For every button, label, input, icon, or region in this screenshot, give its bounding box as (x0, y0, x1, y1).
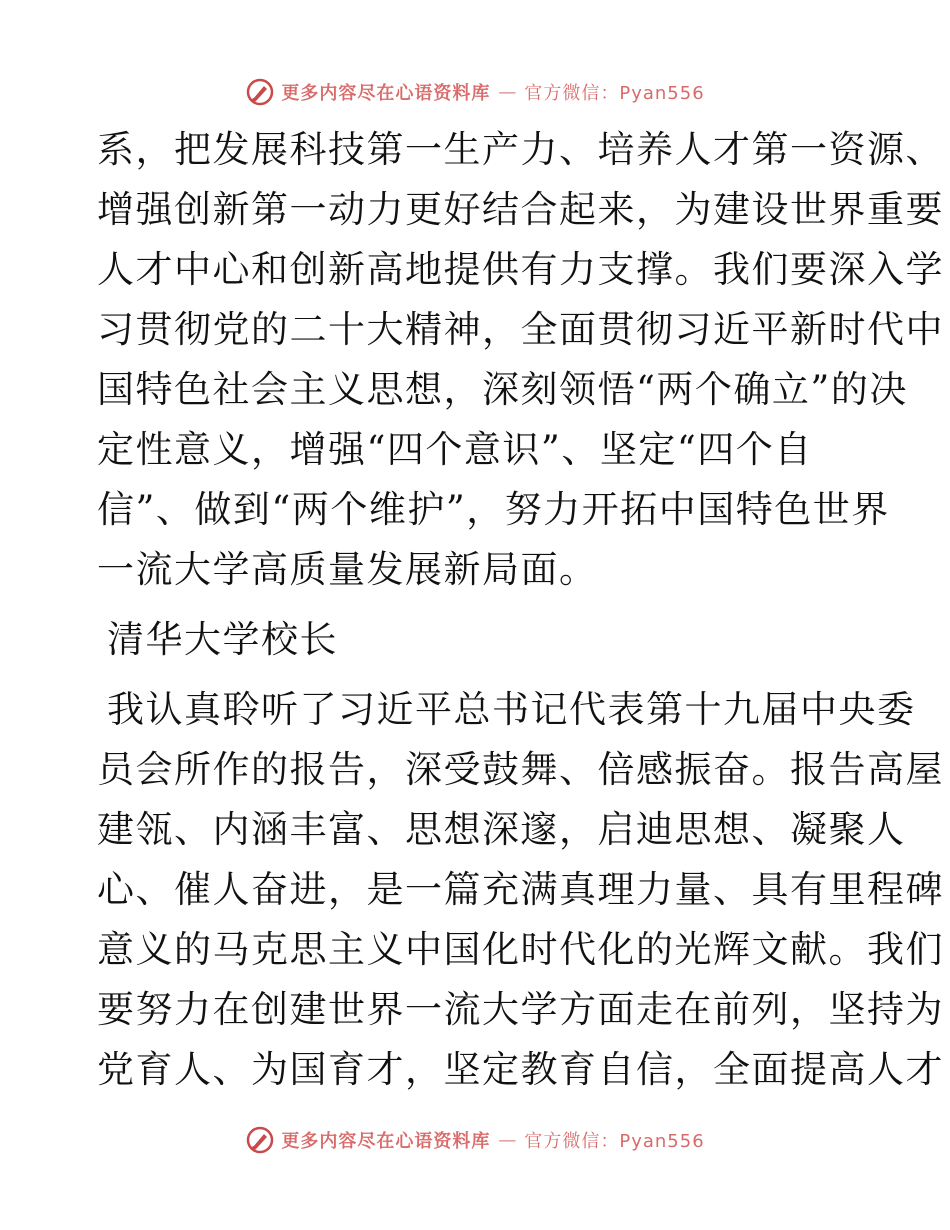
section-heading: 清华大学校长 (107, 618, 338, 661)
watermark-brand (245, 77, 704, 107)
footer-watermark (0, 1118, 950, 1162)
paragraph-2 (97, 610, 857, 670)
text-line: 人才中心和创新高地提供有力支撑。我们要深入学 (97, 248, 944, 291)
watermark-brand (245, 1125, 704, 1155)
watermark-contact: 官方微信：Pyan556 (524, 1131, 705, 1152)
header-watermark (0, 70, 950, 114)
text-line: 建瓴、内涵丰富、思想深邃，启迪思想、凝聚人 (97, 808, 906, 851)
text-line: 系，把发展科技第一生产力、培养人才第一资源、 (97, 128, 944, 171)
text-line: 增强创新第一动力更好结合起来，为建设世界重要 (97, 188, 944, 231)
text-line: 一流大学高质量发展新局面。 (97, 548, 598, 591)
document-body (97, 120, 944, 1100)
watermark-separator: — (498, 1129, 517, 1151)
text-line: 国特色社会主义思想，深刻领悟“两个确立”的决 (97, 368, 908, 411)
watermark-separator: — (498, 81, 517, 103)
text-line: 意义的马克思主义中国化时代化的光辉文献。我们 (97, 928, 944, 971)
text-line: 心、催人奋进，是一篇充满真理力量、具有里程碑 (97, 868, 944, 911)
text-line: 信”、做到“两个维护”，努力开拓中国特色世界 (97, 488, 890, 531)
paragraph-3 (97, 680, 944, 1100)
pen-nib-logo-icon (245, 77, 275, 107)
watermark-brand-text: 更多内容尽在心语资料库 (281, 83, 491, 104)
text-line: 我认真聆听了习近平总书记代表第十九届中央委 (107, 688, 916, 731)
text-line: 要努力在创建世界一流大学方面走在前列，坚持为 (97, 988, 944, 1031)
text-line: 员会所作的报告，深受鼓舞、倍感振奋。报告高屋 (97, 748, 944, 791)
text-line: 党育人、为国育才，坚定教育自信，全面提高人才 (97, 1048, 944, 1091)
watermark-contact: 官方微信：Pyan556 (524, 83, 705, 104)
paragraph-1 (97, 120, 944, 600)
watermark-brand-text: 更多内容尽在心语资料库 (281, 1131, 491, 1152)
pen-nib-logo-icon (245, 1125, 275, 1155)
text-line: 定性意义，增强“四个意识”、坚定“四个自 (97, 428, 813, 471)
text-line: 习贯彻党的二十大精神，全面贯彻习近平新时代中 (97, 308, 944, 351)
